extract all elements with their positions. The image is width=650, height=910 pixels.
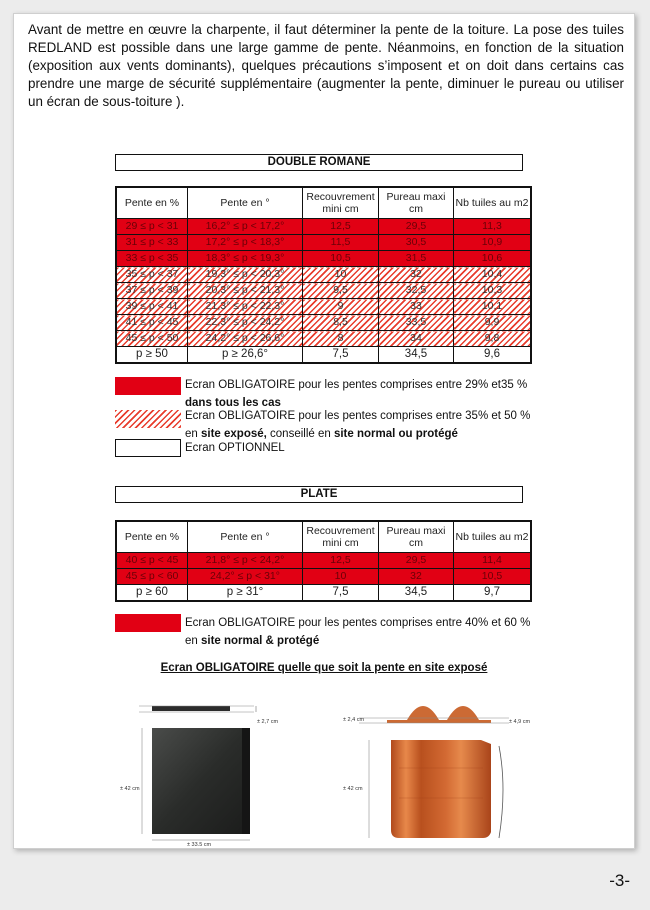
cell: 33 ≤ p < 35	[116, 251, 188, 267]
header-pente-pct: Pente en %	[116, 521, 188, 553]
cell: 41 ≤ p < 45	[116, 315, 188, 331]
table-row	[116, 299, 531, 315]
cell: p ≥ 50	[116, 347, 188, 364]
cell: 24,2° ≤ p < 26,6°	[188, 331, 303, 347]
legend-red-line2: dans tous les cas	[185, 397, 281, 409]
cell: 11,3	[454, 219, 532, 235]
legend-swatch-red	[115, 377, 181, 395]
cell: 32	[379, 569, 454, 585]
cell: 20,3° ≤ p < 21,3°	[188, 283, 303, 299]
table-row	[116, 585, 531, 602]
exposed-site-note: Ecran OBLIGATOIRE quelle que soit la pente en site exposé	[160, 662, 488, 674]
roman-thickness-left-label: ± 2,4 cm	[343, 717, 365, 723]
page-frame	[13, 13, 635, 849]
legend-hatch-line1: Ecran OBLIGATOIRE pour les pentes comprises entre 35% et 50 %	[185, 410, 531, 422]
cell: 10	[303, 569, 379, 585]
cell: 29 ≤ p < 31	[116, 219, 188, 235]
cell: 10,9	[454, 235, 532, 251]
table-row	[116, 331, 531, 347]
table-row	[116, 347, 531, 364]
header-pureau: Pureau maxi cm	[379, 521, 454, 553]
cell: 35 ≤ p < 37	[116, 267, 188, 283]
flat-width-label: ± 33.5 cm	[187, 842, 212, 848]
cell: p ≥ 31°	[188, 585, 303, 602]
legend-optional-text: Ecran OPTIONNEL	[185, 442, 285, 454]
legend-hatch-line2c: conseillé en	[266, 428, 334, 440]
cell: 8	[303, 331, 379, 347]
cell: p ≥ 26,6°	[188, 347, 303, 364]
plate-table	[115, 520, 532, 602]
table-row	[116, 315, 531, 331]
cell: 10,4	[454, 267, 532, 283]
cell: 37 ≤ p < 39	[116, 283, 188, 299]
table-row	[116, 219, 531, 235]
header-pureau: Pureau maxi cm	[379, 187, 454, 219]
cell: 24,2° ≤ p < 31°	[188, 569, 303, 585]
cell: 29,5	[379, 553, 454, 569]
cell: 9,8	[454, 331, 532, 347]
header-pente-pct: Pente en %	[116, 187, 188, 219]
roman-tile-drawing	[339, 698, 549, 848]
flat-height-label: ± 42 cm	[120, 786, 140, 792]
cell: 19,3° ≤ p < 20,3°	[188, 267, 303, 283]
cell: 40 ≤ p < 45	[116, 553, 188, 569]
cell: 18,3° ≤ p < 19,3°	[188, 251, 303, 267]
cell: 11,4	[454, 553, 532, 569]
cell: 16,2° ≤ p < 17,2°	[188, 219, 303, 235]
cell: 7,5	[303, 585, 379, 602]
plate-title: PLATE	[115, 486, 523, 503]
double-romane-title: DOUBLE ROMANE	[115, 154, 523, 171]
cell: 45 ≤ p < 50	[116, 331, 188, 347]
cell: 21,8° ≤ p < 24,2°	[188, 553, 303, 569]
cell: 33	[379, 299, 454, 315]
cell: 17,2° ≤ p < 18,3°	[188, 235, 303, 251]
legend-hatch-text	[185, 407, 545, 443]
cell: 9	[303, 299, 379, 315]
cell: 30,5	[379, 235, 454, 251]
cell: 10,6	[454, 251, 532, 267]
legend-hatch-line2d: site normal ou protégé	[333, 428, 458, 440]
cell: 9,7	[454, 585, 532, 602]
legend-red-line1: Ecran OBLIGATOIRE pour les pentes comprises entre 29% et35 %	[185, 379, 528, 391]
flat-tile-svg	[114, 698, 314, 848]
legend-hatch-line2b: site exposé,	[201, 428, 267, 440]
table-row	[116, 569, 531, 585]
cell: 33,5	[379, 315, 454, 331]
cell: 10	[303, 267, 379, 283]
header-recouvrement: Recouvrement mini cm	[303, 187, 379, 219]
table-row	[116, 251, 531, 267]
cell: 32,5	[379, 283, 454, 299]
table-header-row	[116, 187, 531, 219]
double-romane-table	[115, 186, 532, 364]
cell: 10,5	[303, 251, 379, 267]
plate-legend-line2b: site normal & protégé	[201, 635, 320, 647]
cell: 45 ≤ p < 60	[116, 569, 188, 585]
intro-paragraph: Avant de mettre en œuvre la charpente, il faut déterminer la pente de la toiture. La pose des tuiles REDLAND est possible dans une large gamme de pente. Néanmoins, en fonction de la situation (exposition aux vents dominants), quelques précautions s’imposent et on doit dans certains cas prendre une marge de sécurité supplémentaire (augmenter la pente, diminuer le pureau ou utiliser un écran de sous-toiture ).	[28, 22, 624, 109]
cell: 11,5	[303, 235, 379, 251]
cell: 10,1	[454, 299, 532, 315]
table-row	[116, 267, 531, 283]
header-nb-tuiles: Nb tuiles au m2	[454, 187, 532, 219]
cell: 31,5	[379, 251, 454, 267]
table-header-row	[116, 521, 531, 553]
roman-tile-profile	[387, 706, 491, 723]
table-row	[116, 283, 531, 299]
cell: 21,3° ≤ p < 22,3°	[188, 299, 303, 315]
cell: 22,3° ≤ p < 24,2°	[188, 315, 303, 331]
page-number: -3-	[609, 871, 630, 890]
cell: p ≥ 60	[116, 585, 188, 602]
legend-swatch-empty	[115, 439, 181, 457]
cell: 39 ≤ p < 41	[116, 299, 188, 315]
cell: 32	[379, 267, 454, 283]
plate-legend-red-text	[185, 614, 545, 650]
cell: 9,5	[303, 283, 379, 299]
cell: 12,5	[303, 219, 379, 235]
flat-tile-drawing	[114, 698, 314, 848]
cell: 10,3	[454, 283, 532, 299]
plate-legend-line2a: en	[185, 635, 201, 647]
plate-legend-line1: Ecran OBLIGATOIRE pour les pentes comprises entre 40% et 60 %	[185, 617, 531, 629]
header-pente-deg: Pente en °	[188, 187, 303, 219]
table-row	[116, 235, 531, 251]
cell: 9,6	[454, 347, 532, 364]
header-pente-deg: Pente en °	[188, 521, 303, 553]
table-row	[116, 553, 531, 569]
cell: 7,5	[303, 347, 379, 364]
cell: 34,5	[379, 585, 454, 602]
cell: 9,9	[454, 315, 532, 331]
cell: 10,5	[454, 569, 532, 585]
cell: 29,5	[379, 219, 454, 235]
header-recouvrement: Recouvrement mini cm	[303, 521, 379, 553]
flat-tile-profile	[152, 706, 230, 711]
legend-hatch-line2a: en	[185, 428, 201, 440]
legend-swatch-hatch	[115, 410, 181, 428]
cell: 34,5	[379, 347, 454, 364]
roman-thickness-right-label: ± 4,9 cm	[509, 719, 531, 725]
cell: 34	[379, 331, 454, 347]
flat-tile-face	[152, 728, 250, 834]
roman-height-label: ± 42 cm	[343, 786, 363, 792]
header-nb-tuiles: Nb tuiles au m2	[454, 521, 532, 553]
cell: 8,5	[303, 315, 379, 331]
cell: 31 ≤ p < 33	[116, 235, 188, 251]
roman-tile-face	[391, 740, 491, 838]
cell: 12,5	[303, 553, 379, 569]
legend-swatch-red	[115, 614, 181, 632]
flat-thickness-label: ± 2,7 cm	[257, 719, 279, 725]
